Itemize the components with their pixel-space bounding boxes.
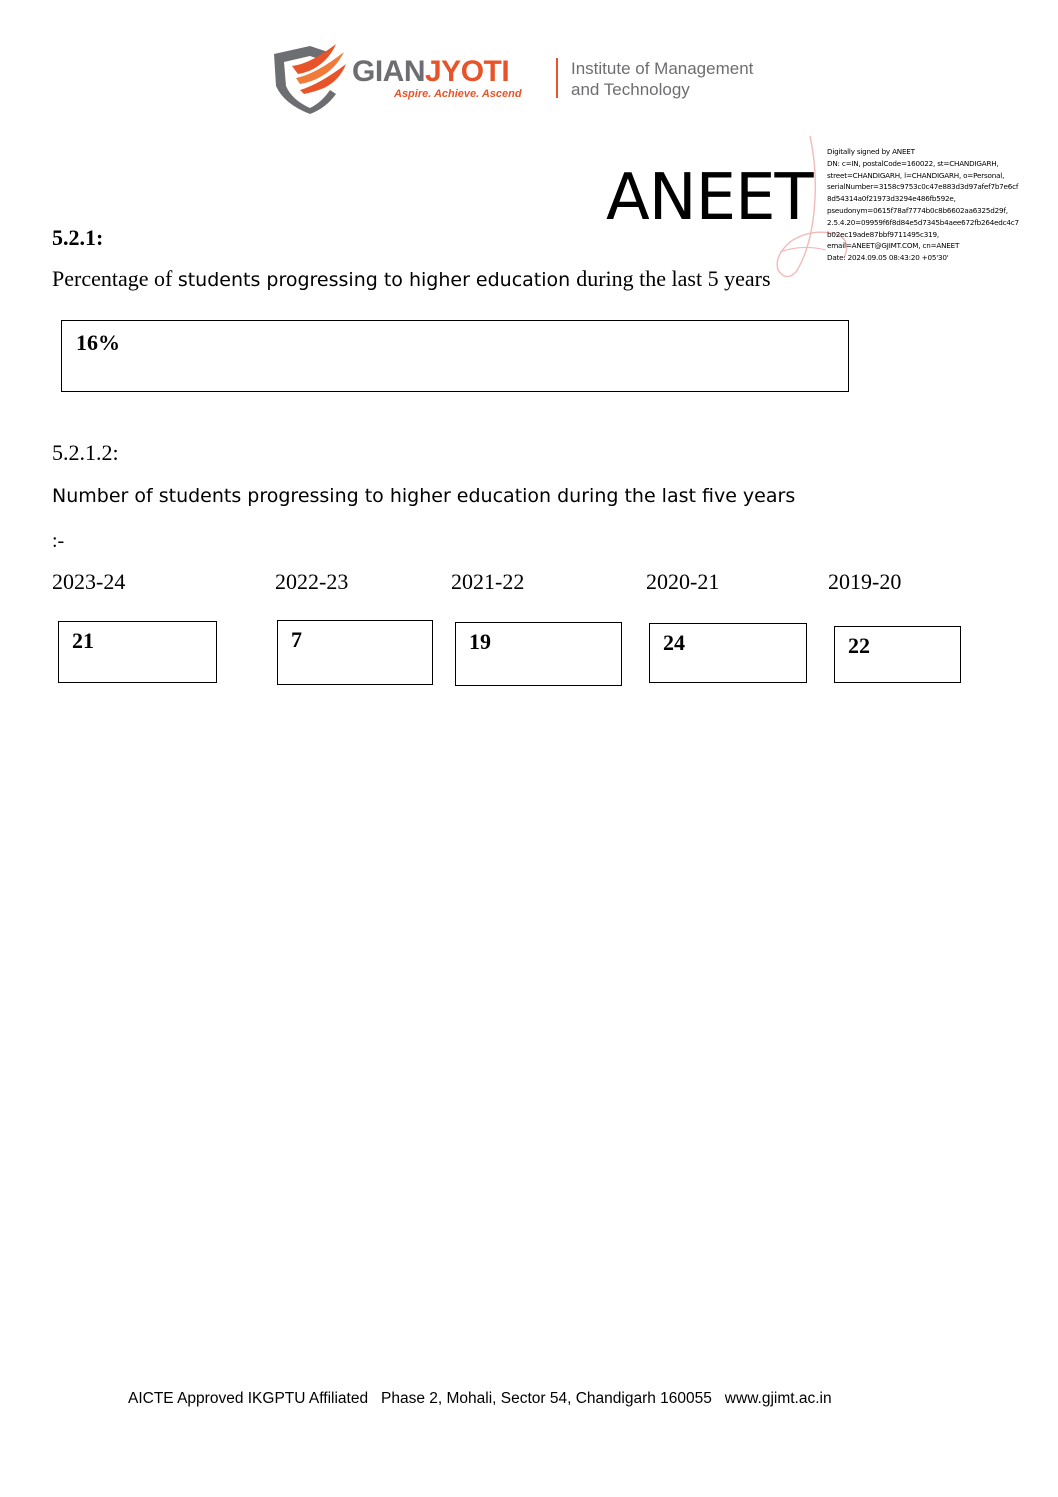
signature-detail-line: Date: 2024.09.05 08:43:20 +05'30': [827, 253, 949, 263]
institute-name: [571, 58, 753, 100]
signature-name: ANEET: [606, 161, 813, 235]
signature-detail-line: DN: c=IN, postalCode=160022, st=CHANDIGARH,: [827, 158, 999, 168]
year-value-box: [455, 622, 622, 686]
section-521-heading: 5.2.1:: [52, 225, 104, 250]
shield-logo-icon: [270, 42, 350, 114]
year-label: 2023-24: [52, 569, 126, 594]
signature-detail-line: street=CHANDIGARH, l=CHANDIGARH, o=Personal,: [827, 170, 1005, 180]
header-divider: [556, 58, 558, 98]
signature-details: [827, 146, 1052, 264]
year-label: 2022-23: [275, 569, 349, 594]
year-value: 7: [291, 627, 302, 652]
section-521-desc-part2: students progressing to higher education: [177, 269, 577, 291]
institute-line1: Institute of Management: [571, 59, 754, 78]
percentage-box: [61, 320, 849, 392]
section-5212-colon: :-: [52, 530, 65, 552]
year-value: 21: [72, 628, 94, 653]
year-label: 2021-22: [451, 569, 525, 594]
signature-detail-line: email=ANEET@GJIMT.COM, cn=ANEET: [827, 241, 960, 251]
signature-detail-line: b02ec19ade87bbf9711495c319,: [827, 229, 939, 239]
brand-tagline: Aspire. Achieve. Ascend: [394, 88, 522, 100]
signature-detail-line: 2.5.4.20=09959f6f8d84e5d7345b4aee672fb264edc4c7: [827, 217, 1019, 227]
section-5212-heading: 5.2.1.2:: [52, 440, 119, 465]
institute-line2: and Technology: [571, 80, 690, 99]
section-5212-description: Number of students progressing to higher education during the last five years: [52, 485, 796, 507]
percentage-value: 16%: [76, 330, 120, 355]
brand-name-part2: JYOTI: [425, 55, 510, 88]
brand-name: [352, 56, 509, 88]
year-value-box: [277, 620, 433, 685]
year-label: 2020-21: [646, 569, 720, 594]
year-value: 22: [848, 633, 870, 658]
header-logo: [270, 42, 800, 114]
year-value-box: [58, 621, 217, 683]
year-value: 24: [663, 630, 685, 655]
signature-detail-line: serialNumber=3158c9753c0c47e883d3d97afef7b7e6cf: [827, 182, 1019, 192]
section-521-description: [52, 266, 771, 292]
signature-detail-line: 8d54314a0f21973d3294e486fb592e,: [827, 194, 956, 204]
year-label: 2019-20: [828, 569, 902, 594]
signature-detail-line: Digitally signed by ANEET: [827, 147, 915, 156]
year-value: 19: [469, 629, 491, 654]
footer-address: AICTE Approved IKGPTU Affiliated Phase 2, Mohali, Sector 54, Chandigarh 160055 www.gjimt.ac.in: [128, 1390, 832, 1407]
signature-detail-line: pseudonym=0615f78af7774b0c8b6602aa6325d29f,: [827, 205, 1008, 215]
year-value-box: [834, 626, 961, 683]
section-521-desc-part3: during the last 5 years: [576, 266, 771, 291]
section-521-desc-part1: Percentage of: [52, 266, 178, 291]
year-value-box: [649, 623, 807, 683]
brand-name-part1: GIAN: [352, 55, 425, 88]
